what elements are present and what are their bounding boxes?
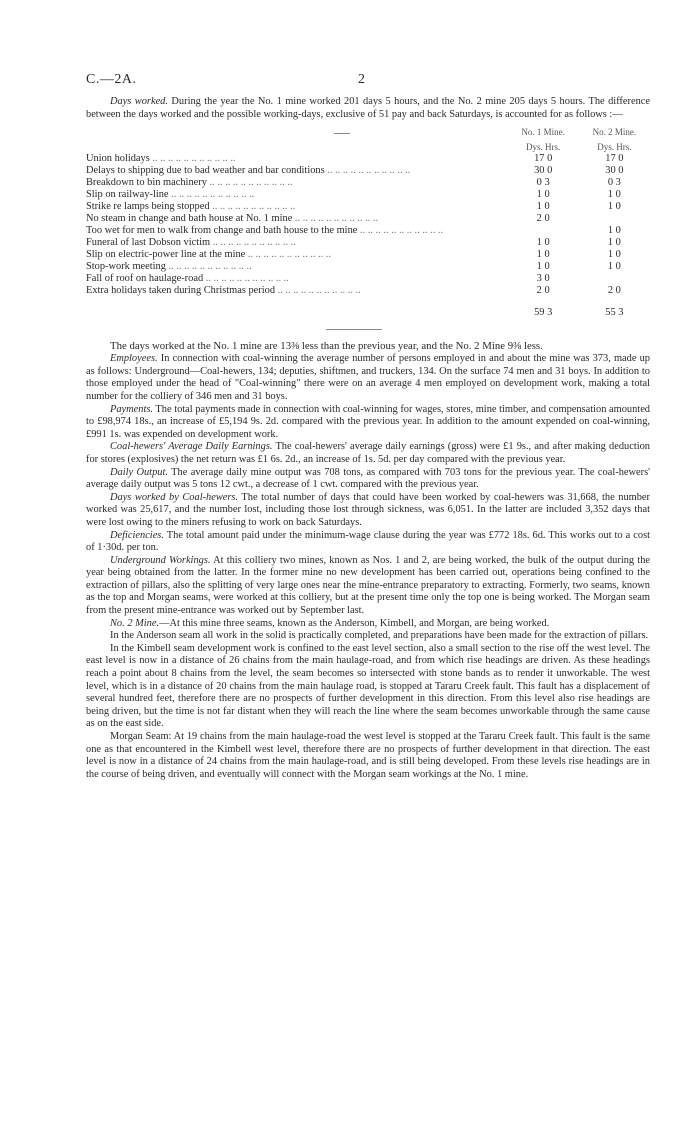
table-row: Funeral of last Dobson victim .. .. .. .. .. .. .. .. .. .. .. 1 0 1 0 [86,237,621,249]
document-reference: C.—2A. [86,72,137,87]
table-total-row [86,297,650,319]
table-row: Delays to shipping due to bad weather and bar conditions .. .. .. .. .. .. .. .. .. .. .. 30 0 30 0 [86,165,624,177]
col-subheader-no2: Dys. Hrs. [597,142,632,153]
morgan-seam-paragraph: Morgan Seam: At 19 chains from the main haulage-road the west level is stopped at the Tararu Creek fault. This fault is the same one as that encountered in the Kimbell west level, therefore there are no prospects of further development in that direction. The east level is now in a distance of 24 chains from the main haulage-road, and is still being developed. From these levels rise headings are in the course of being driven, and eventually will connect with the Morgan seam workings at the No. 1 mine. [86,731,650,780]
table-row: Extra holidays taken during Christmas period .. .. .. .. .. .. .. .. .. .. .. 2 0 2 0 [86,285,621,297]
deficiencies-paragraph: Deficiencies. The total amount paid under the minimum-wage clause during the year was £772 18s. 6d. This works out to a cost of 1·30d. per ton. [86,529,650,554]
intro-paragraph [86,96,650,121]
report-body [86,340,650,781]
table-row: Breakdown to bin machinery .. .. .. .. .. .. .. .. .. .. .. 0 3 0 3 [86,177,621,189]
table-row: Fall of roof on haulage-road .. .. .. .. .. .. .. .. .. .. .. 3 0 [86,273,550,285]
intro-lead: Days worked. [110,96,168,107]
table-row: Union holidays .. .. .. .. .. .. .. .. .. .. .. 17 0 17 0 [86,153,624,165]
intro-text: During the year the No. 1 mine worked 201 days 5 hours, and the No. 2 mine 205 days 5 hours. The difference between the days worked and the possible working-days, exclusive of 51 pay and back Saturdays, is accounted for as follows :— [86,96,650,120]
days-comparison-paragraph: The days worked at the No. 1 mine are 13⅜ less than the previous year, and the No. 2 Mine 9⅜ less. [110,340,543,353]
page-header [86,72,650,94]
table-row: No steam in change and bath house at No. 1 mine .. .. .. .. .. .. .. .. .. .. .. 2 0 [86,213,550,225]
total-no2: 55 3 [605,307,624,319]
payments-paragraph: Payments. The total payments made in connection with coal-winning for wages, stores, mine timber, and compensation amounted to £98,974 18s., an increase of £5,194 9s. 2d. compared with the previous year. In addition to the amount expended on coal-winning, £991 1s. was expended on development work. [86,403,650,440]
underground-workings-paragraph: Underground Workings. At this colliery two mines, known as Nos. 1 and 2, are being worked, the bulk of the output during the year being obtained from the latter. In the former mine no new development has been carried out, operations being confined to the extraction of pillars, also the splitting of very large ones near the mine-entrance preparatory to extracting. Formerly, two seams, known as the top and Morgan seams, were worked at this colliery, but at the present time only the top one is being worked. The Morgan seam from the present mine-entrance was worked out by September last. [86,554,651,617]
kimbell-seam-paragraph: In the Kimbell seam development work is confined to the east level section, also a small section to the rise off the west level. The east level is now in a distance of 26 chains from the main haulage-road, and from which rise headings are driven. As these headings reach a point about 8 chains from the level, the seam becomes so intersected with stone bands as to render it unworkable. The west level, which is in a distance of 20 chains from the main haulage road, is stopped at Tararu Creek fault. This fault has a displacement of several hundred feet, therefore there are no prospects of further development in this direction. From this level also rise headings are being driven, but the time is not far distant when they will reach the line where the seam becomes unworkable through the same cause as on the east side. [86,642,650,730]
table-row: Slip on railway-line .. .. .. .. .. .. .. .. .. .. .. 1 0 1 0 [86,189,621,201]
total-no1: 59 3 [534,307,553,319]
page-number: 2 [358,72,365,87]
anderson-seam-paragraph: In the Anderson seam all work in the solid is practically completed, and preparations have been made for the extraction of pillars. [110,630,649,642]
table-row: Too wet for men to walk from change and bath house to the mine .. .. .. .. .. .. .. .. .. .. .. 1 0 [86,225,621,237]
employees-paragraph: Employees. In connection with coal-winning the average number of persons employed in and about the mine was 373, made up as follows: Underground—Coal-hewers, 134; deputies, shiftmen, and truckers, 134. On the surface 74 men and 31 boys. In addition to those employed under the head of "Coal-winning" there were on an average 4 men employed on development work, making a total number for the colliery of 346 men and 31 boys. [86,353,650,402]
output-paragraph: Daily Output. The average daily mine output was 708 tons, as compared with 703 tons for the previous year. The coal-hewers' average daily output was 5 tons 12 cwt., a decrease of 1 cwt. compared with the previous year. [86,466,650,491]
col-subheader-no1: Dys. Hrs. [526,142,561,153]
no2-mine-paragraph: No. 2 Mine.—At this mine three seams, known as the Anderson, Kimbell, and Morgan, are being worked. [110,617,550,629]
document-page [86,72,650,781]
col-header-no1: No. 1 Mine. [521,127,565,138]
lost-days-table [86,125,650,319]
section-divider [326,329,382,330]
table-row: Strike re lamps being stopped .. .. .. .. .. .. .. .. .. .. .. 1 0 1 0 [86,201,621,213]
table-stub-header [86,125,508,139]
table-row: Slip on electric-power line at the mine .. .. .. .. .. .. .. .. .. .. .. 1 0 1 0 [86,249,621,261]
days-worked-hewers-paragraph: Days worked by Coal-hewers. The total number of days that could have been worked by coal-hewers was 31,668, the number worked was 25,617, and the number lost, including those lost through sickness, was 6,051. In the latter are included 3,352 days that were lost owing to the miners refusing to work on back Saturdays. [86,491,650,528]
table-row: Stop-work meeting .. .. .. .. .. .. .. .. .. .. .. 1 0 1 0 [86,261,621,273]
earnings-paragraph: Coal-hewers' Average Daily Earnings. The coal-hewers' average daily earnings (gross) were £1 9s., and after making deduction for stores (explosives) the net return was £1 6s. 2d., an increase of 1s. 5d. per day compared with the previous year. [86,441,650,465]
col-header-no2: No. 2 Mine. [592,127,637,138]
